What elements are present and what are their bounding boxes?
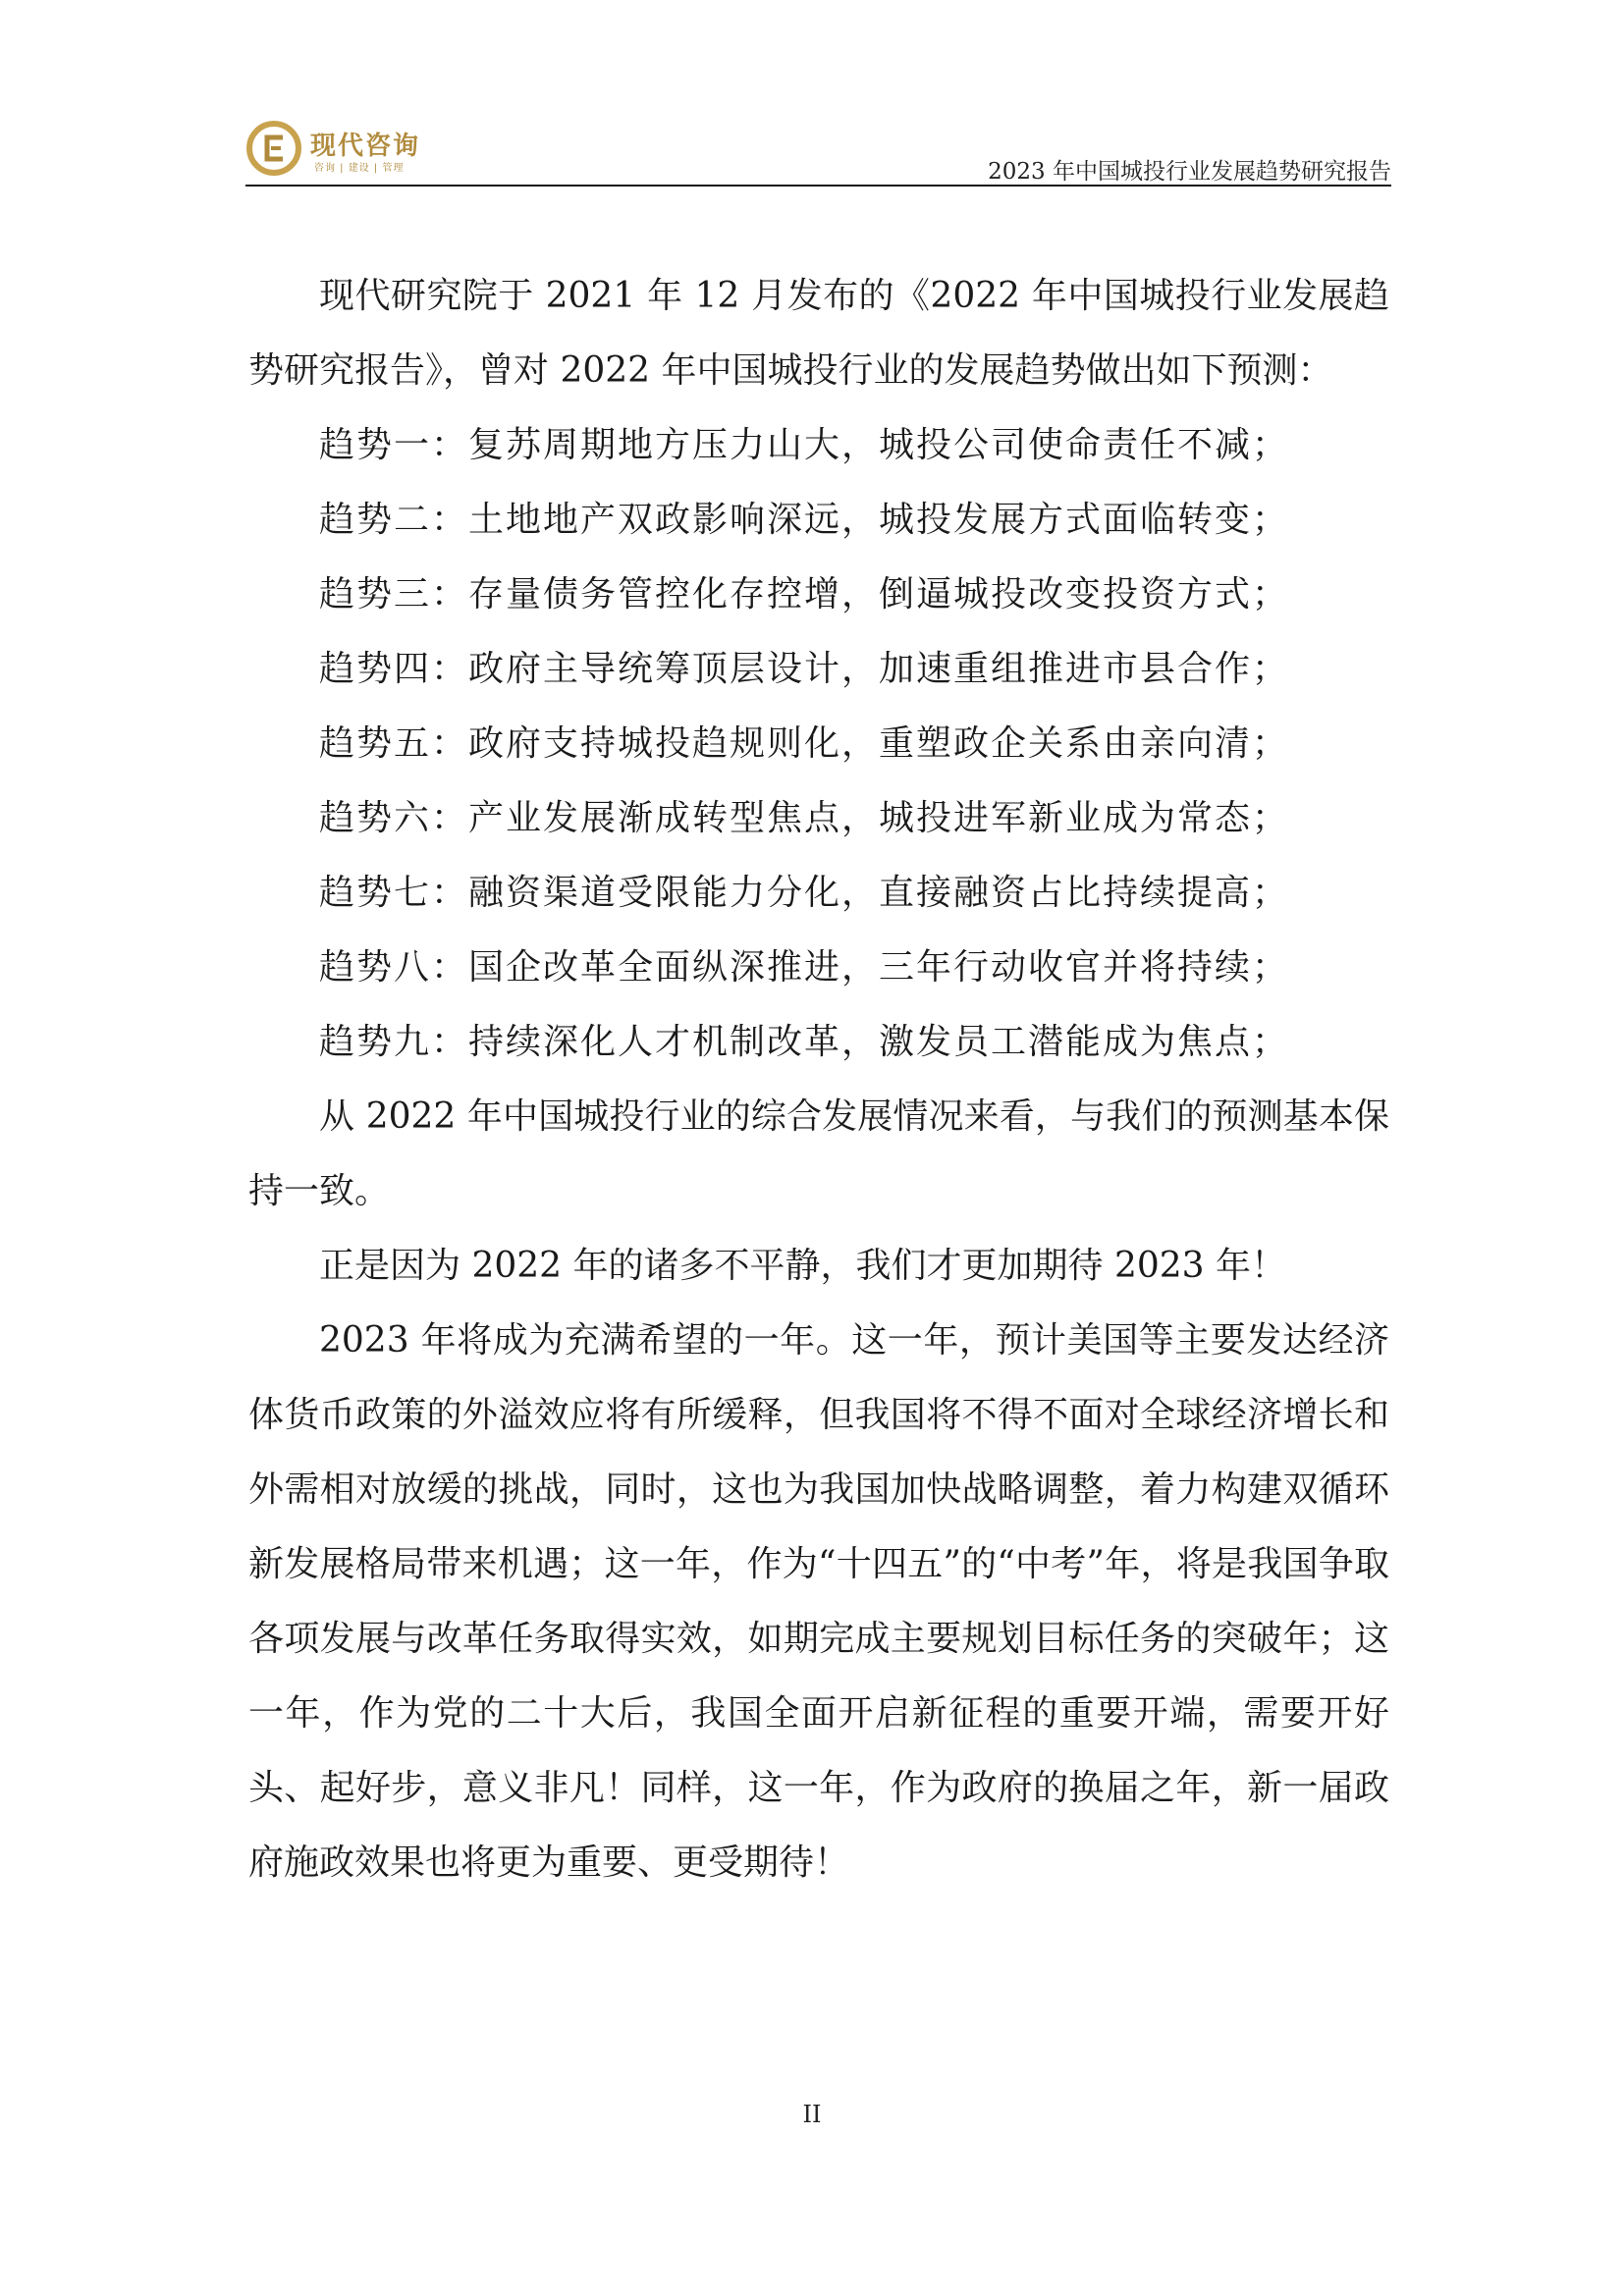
trend-item: 趋势五：政府支持城投趋规则化，重塑政企关系由亲向清；	[319, 723, 1290, 764]
report-title: 2023 年中国城投行业发展趋势研究报告	[988, 159, 1391, 185]
page-header	[245, 116, 1391, 187]
page-number: II	[802, 2101, 822, 2128]
outlook-paragraph: 2023 年将成为充满希望的一年。这一年，预计美国等主要发达经济体货币政策的外溢效应将有所缓释，但我国将不得不面对全球经济增长和外需相对放缓的挑战，同时，这也为我国加快战略调整，着力构建双循环新发展格局带来机遇；这一年，作为“十四五”的“中考”年，将是我国争取各项发展与改革任务取得实效，如期完成主要规划目标任务的突破年；这一年，作为党的二十大后，我国全面开启新征程的重要开端，需要开好头、起好步，意义非凡！同样，这一年，作为政府的换届之年，新一届政府施政效果也将更为重要、更受期待！	[248, 1320, 1389, 1883]
logo-name: 现代咨询	[310, 132, 421, 161]
trend-item: 趋势一：复苏周期地方压力山大，城投公司使命责任不减；	[319, 425, 1290, 465]
trend-item: 趋势八：国企改革全面纵深推进，三年行动收官并将持续；	[319, 947, 1290, 988]
trend-item: 趋势七：融资渠道受限能力分化，直接融资占比持续提高；	[319, 873, 1290, 913]
trend-item: 趋势三：存量债务管控化存控增，倒逼城投改变投资方式；	[319, 574, 1290, 614]
logo-tagline: 咨询 | 建设 | 管理	[314, 163, 405, 174]
intro-paragraph: 现代研究院于 2021 年 12 月发布的《2022 年中国城投行业发展趋势研究报告》，曾对 2022 年中国城投行业的发展趋势做出如下预测：	[248, 276, 1389, 391]
trend-list	[248, 408, 1389, 1080]
trend-item: 趋势六：产业发展渐成转型焦点，城投进军新业成为常态；	[319, 798, 1290, 838]
summary-paragraph: 从 2022 年中国城投行业的综合发展情况来看，与我们的预测基本保持一致。	[248, 1096, 1389, 1211]
trend-item: 趋势九：持续深化人才机制改革，激发员工潜能成为焦点；	[319, 1022, 1290, 1062]
transition-paragraph: 正是因为 2022 年的诸多不平静，我们才更加期待 2023 年！	[319, 1246, 1287, 1286]
header-divider	[245, 185, 1391, 187]
trend-item: 趋势二：土地地产双政影响深远，城投发展方式面临转变；	[319, 500, 1290, 540]
page-body	[248, 259, 1389, 1900]
company-logo	[245, 116, 481, 177]
logo-mark-icon	[245, 120, 302, 177]
trend-item: 趋势四：政府主导统筹顶层设计，加速重组推进市县合作；	[319, 649, 1290, 689]
